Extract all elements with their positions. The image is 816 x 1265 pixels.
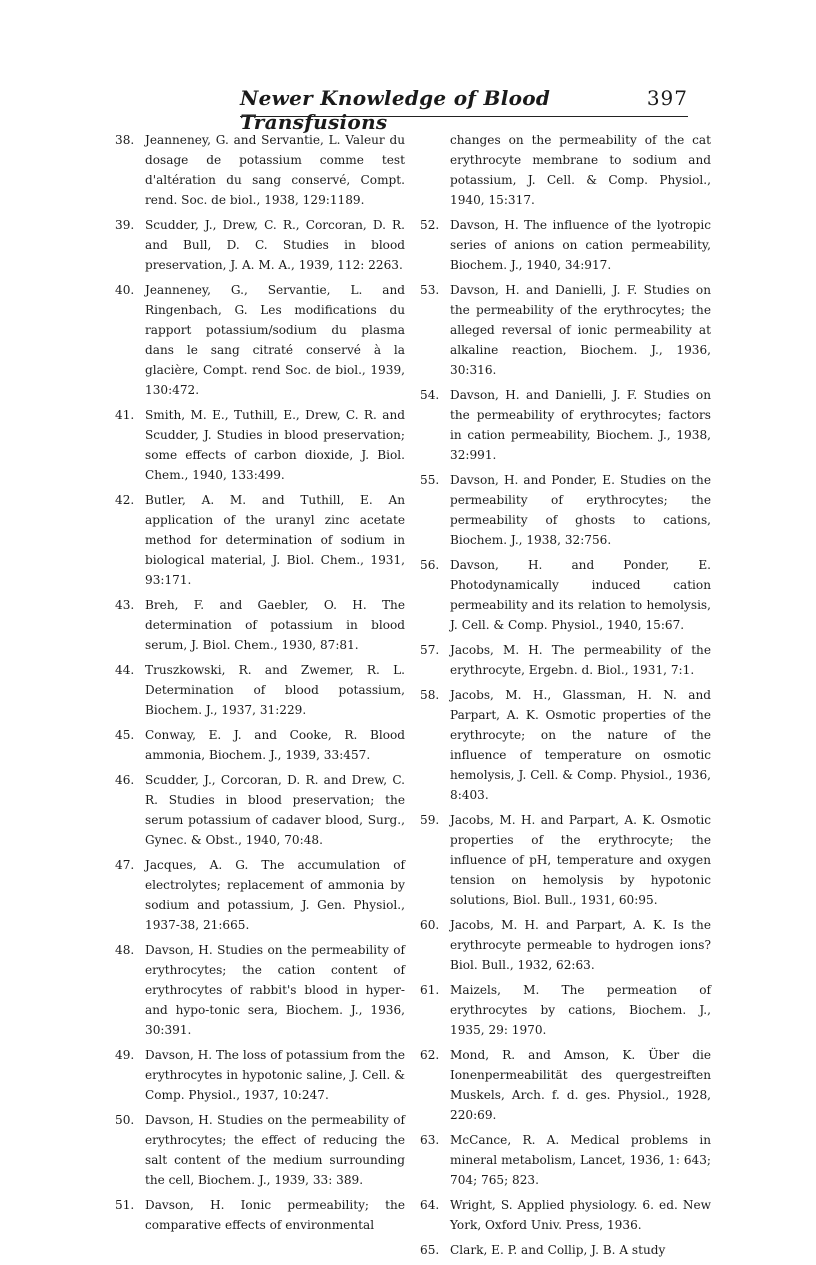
reference-entry [420, 470, 711, 550]
reference-entry [420, 640, 711, 680]
reference-entry [420, 385, 711, 465]
reference-text: Smith, M. E., Tuthill, E., Drew, C. R. and Scudder, J. Studies in blood preservation; some effects of carbon dioxide, J. Biol. Chem., 1940, 133:499. [145, 408, 405, 482]
reference-entry [115, 660, 405, 720]
reference-text: Davson, H. Studies on the permeability of erythrocytes; the cation content of erythrocytes of rabbit's blood in hyper- and hypo-tonic sera, Biochem. J., 1936, 30:391. [145, 943, 405, 1037]
reference-text: Clark, E. P. and Collip, J. B. A study [450, 1243, 666, 1257]
reference-text: Jacobs, M. H. The permeability of the erythrocyte, Ergebn. d. Biol., 1931, 7:1. [450, 643, 711, 677]
reference-number: 46. [115, 773, 135, 787]
reference-number: 39. [115, 218, 135, 232]
reference-text: Conway, E. J. and Cooke, R. Blood ammonia, Biochem. J., 1939, 33:457. [145, 728, 405, 762]
reference-number: 51. [115, 1198, 135, 1212]
reference-number: 42. [115, 493, 135, 507]
reference-text: Mond, R. and Amson, K. Über die Ionenpermeabilität des quergestreiften Muskels, Arch. f. d. ges. Physiol., 1928, 220:69. [450, 1048, 711, 1122]
reference-text: Jacobs, M. H. and Parpart, A. K. Is the erythrocyte permeable to hydrogen ions? Biol. Bull., 1932, 62:63. [450, 918, 711, 972]
page-header [240, 86, 688, 134]
reference-text: Maizels, M. The permeation of erythrocytes by cations, Biochem. J., 1935, 29: 1970. [450, 983, 711, 1037]
reference-entry [420, 1195, 711, 1235]
reference-entry [420, 215, 711, 275]
reference-text: Davson, H. and Danielli, J. F. Studies on the permeability of erythrocytes; factors in cation permeability, Biochem. J., 1938, 32:991. [450, 388, 711, 462]
reference-text: Breh, F. and Gaebler, O. H. The determination of potassium in blood serum, J. Biol. Chem., 1930, 87:81. [145, 598, 405, 652]
reference-text: Davson, H. and Ponder, E. Studies on the permeability of erythrocytes; the permeability of ghosts to cations, Biochem. J., 1938, 32:756. [450, 473, 711, 547]
reference-text: Wright, S. Applied physiology. 6. ed. New York, Oxford Univ. Press, 1936. [450, 1198, 711, 1232]
reference-entry [115, 490, 405, 590]
reference-text: Davson, H. The loss of potassium from the erythrocytes in hypotonic saline, J. Cell. & Comp. Physiol., 1937, 10:247. [145, 1048, 405, 1102]
reference-entry [115, 130, 405, 210]
reference-entry [115, 725, 405, 765]
reference-number: 49. [115, 1048, 135, 1062]
reference-entry [115, 280, 405, 400]
reference-text: McCance, R. A. Medical problems in mineral metabolism, Lancet, 1936, 1: 643; 704; 765; 823. [450, 1133, 711, 1187]
reference-number: 54. [420, 388, 440, 402]
reference-number: 61. [420, 983, 440, 997]
reference-number: 59. [420, 813, 440, 827]
reference-entry [115, 215, 405, 275]
reference-text: Davson, H. The influence of the lyotropic series of anions on cation permeability, Biochem. J., 1940, 34:917. [450, 218, 711, 272]
reference-text: Butler, A. M. and Tuthill, E. An application of the uranyl zinc acetate method for determination of sodium in biological material, J. Biol. Chem., 1931, 93:171. [145, 493, 405, 587]
reference-entry [420, 555, 711, 635]
reference-number: 63. [420, 1133, 440, 1147]
reference-entry [420, 1130, 711, 1190]
reference-entry [420, 1240, 711, 1260]
reference-text: Truszkowski, R. and Zwemer, R. L. Determination of blood potassium, Biochem. J., 1937, 31:229. [145, 663, 405, 717]
reference-text: Jacobs, M. H. and Parpart, A. K. Osmotic properties of the erythrocyte; the influence of pH, temperature and oxygen tension on hemolysis by hypotonic solutions, Biol. Bull., 1931, 60:95. [450, 813, 711, 907]
reference-text: Scudder, J., Corcoran, D. R. and Drew, C. R. Studies in blood preservation; the serum potassium of cadaver blood, Surg., Gynec. & Obst., 1940, 70:48. [145, 773, 405, 847]
reference-number: 43. [115, 598, 135, 612]
reference-number: 47. [115, 858, 135, 872]
reference-number: 50. [115, 1113, 135, 1127]
reference-number: 44. [115, 663, 135, 677]
reference-entry [115, 1045, 405, 1105]
reference-entry [420, 810, 711, 910]
reference-text: Davson, H. Ionic permeability; the comparative effects of environmental [145, 1198, 405, 1232]
reference-text: Davson, H. and Ponder, E. Photodynamically induced cation permeability and its relation to hemolysis, J. Cell. & Comp. Physiol., 1940, 15:67. [450, 558, 711, 632]
reference-entry [115, 1195, 405, 1235]
reference-number: 62. [420, 1048, 440, 1062]
reference-text: Scudder, J., Drew, C. R., Corcoran, D. R. and Bull, D. C. Studies in blood preservation, J. A. M. A., 1939, 112: 2263. [145, 218, 405, 272]
right-column [420, 130, 711, 1265]
reference-number: 48. [115, 943, 135, 957]
running-title: Newer Knowledge of Blood Transfusions [240, 86, 551, 134]
reference-entry [115, 940, 405, 1040]
reference-number: 58. [420, 688, 440, 702]
reference-number: 52. [420, 218, 440, 232]
page-number: 397 [646, 86, 688, 110]
left-column [115, 130, 405, 1240]
reference-number: 41. [115, 408, 135, 422]
reference-number: 40. [115, 283, 135, 297]
reference-number: 55. [420, 473, 440, 487]
reference-entry [115, 770, 405, 850]
header-rule [240, 116, 688, 117]
reference-entry [115, 405, 405, 485]
reference-entry [420, 980, 711, 1040]
reference-number: 45. [115, 728, 135, 742]
reference-entry [420, 685, 711, 805]
reference-text: Jeanneney, G., Servantie, L. and Ringenbach, G. Les modifications du rapport potassium/sodium du plasma dans le sang citraté conservé à la glacière, Compt. rend Soc. de biol., 1939, 130:472. [145, 283, 405, 397]
reference-text: Jacobs, M. H., Glassman, H. N. and Parpart, A. K. Osmotic properties of the erythrocyte; on the nature of the influence of temperature on osmotic hemolysis, J. Cell. & Comp. Physiol., 1936, 8:403. [450, 688, 711, 802]
reference-number: 60. [420, 918, 440, 932]
reference-number: 57. [420, 643, 440, 657]
reference-continuation: changes on the permeability of the cat erythrocyte membrane to sodium and potassium, J. Cell. & Comp. Physiol., 1940, 15:317. [450, 133, 711, 207]
reference-entry [115, 595, 405, 655]
reference-number: 53. [420, 283, 440, 297]
reference-text: Davson, H. Studies on the permeability of erythrocytes; the effect of reducing the salt content of the medium surrounding the cell, Biochem. J., 1939, 33: 389. [145, 1113, 405, 1187]
reference-text: Jeanneney, G. and Servantie, L. Valeur du dosage de potassium comme test d'altération du sang conservé, Compt. rend. Soc. de biol., 1938, 129:1189. [145, 133, 405, 207]
reference-text: Jacques, A. G. The accumulation of electrolytes; replacement of ammonia by sodium and potassium, J. Gen. Physiol., 1937-38, 21:665. [145, 858, 405, 932]
reference-entry [115, 855, 405, 935]
reference-number: 38. [115, 133, 135, 147]
reference-number: 56. [420, 558, 440, 572]
reference-number: 65. [420, 1243, 440, 1257]
reference-number: 64. [420, 1198, 440, 1212]
reference-entry [115, 1110, 405, 1190]
reference-text: Davson, H. and Danielli, J. F. Studies on the permeability of the erythrocytes; the alleged reversal of ionic permeability at alkaline reaction, Biochem. J., 1936, 30:316. [450, 283, 711, 377]
reference-entry [420, 1045, 711, 1125]
reference-entry [420, 915, 711, 975]
reference-entry [420, 280, 711, 380]
